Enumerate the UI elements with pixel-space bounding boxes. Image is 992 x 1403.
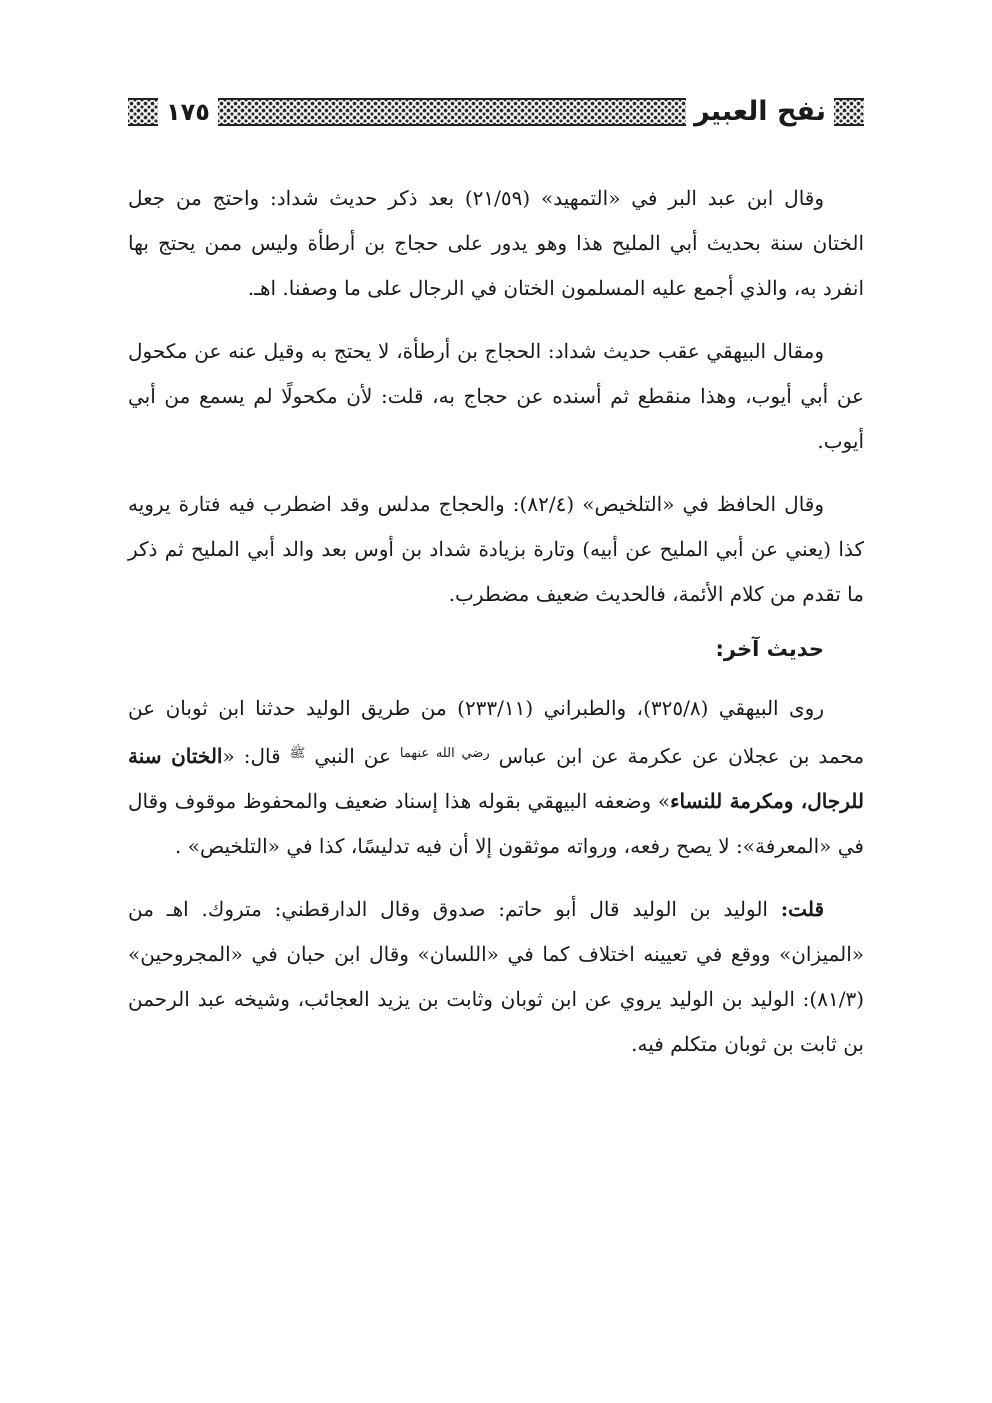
text-run: » وضعفه البيهقي بقوله هذا إسناد ضعيف والمحفوظ موقوف وقال في «المعرفة»: لا يصح رفعه، ورواته موثقون إلا أن فيه تدليسًا، كذا في «التلخيص» . xyxy=(128,789,864,858)
paragraph-hafiz-talkhis: وقال الحافظ في «التلخيص» (٨٢/٤): والحجاج مدلس وقد اضطرب فيه فتارة يرويه كذا (يعني عن أبي المليح عن أبيه) وتارة بزيادة شداد بن أوس بعد والد أبي المليح ثم ذكر ما تقدم من كلام الأئمة، فالحديث ضعيف مضطرب. xyxy=(128,492,864,606)
text-run: عن النبي xyxy=(314,744,391,768)
honorific-radiyallahu: رضي الله عنهما xyxy=(399,746,490,761)
qultu-label: قلت: xyxy=(780,897,824,921)
text-run: الوليد بن الوليد قال أبو حاتم: صدوق وقال الدارقطني: متروك. اهـ من «الميزان» ووقع في تعيينه اختلاف كما في «اللسان» وقال ابن حبان في «المجروحين» (٨١/٣): الوليد بن الوليد يروي عن ابن ثوبان وثابت بن يزيد العجائب، وشيخه عبد الرحمن بن ثابت بن ثوبان متكلم فيه. xyxy=(128,897,864,1056)
text-run: روى البيهقي (٣٢٥/٨)، والطبراني (٢٣٣/١١) من طريق الوليد حدثنا ابن ثوبان عن محمد بن عجلان عن عكرمة عن ابن عباس xyxy=(128,696,865,768)
section-heading: حديث آخر: xyxy=(715,637,824,661)
running-title: نفح العبير xyxy=(694,96,826,127)
page-number: ١٧٥ xyxy=(166,98,210,126)
ornament-border-right xyxy=(834,98,864,126)
hadith-quote: الختان سنة للرجال، ومكرمة للنساء xyxy=(128,744,864,813)
ornament-border-middle xyxy=(218,98,686,126)
paragraph-bayhaqi-comment: ومقال البيهقي عقب حديث شداد: الحجاج بن أرطأة، لا يحتج به وقيل عنه عن مكحول عن أبي أيوب، وهذا منقطع ثم أسنده عن حجاج به، قلت: لأن مكحولًا لم يسمع من أبي أيوب. xyxy=(128,339,864,453)
honorific-salawat: ﷺ xyxy=(289,746,306,761)
paragraph-qultu xyxy=(128,887,864,1067)
paragraph-bayhaqi-tabarani xyxy=(128,686,864,869)
page-body xyxy=(128,176,864,1085)
ornament-border-left xyxy=(128,98,158,126)
paragraph-ibn-abd-al-barr: وقال ابن عبد البر في «التمهيد» (٢١/٥٩) بعد ذكر حديث شداد: واحتج من جعل الختان سنة بحديث أبي المليح هذا وهو يدور على حجاج بن أرطأة وليس ممن يحتج بها انفرد به، والذي أجمع عليه المسلمون الختان في الرجال على ما وصفنا. اهـ. xyxy=(128,186,865,300)
text-run: قال: « xyxy=(222,744,281,768)
running-header xyxy=(128,92,864,132)
